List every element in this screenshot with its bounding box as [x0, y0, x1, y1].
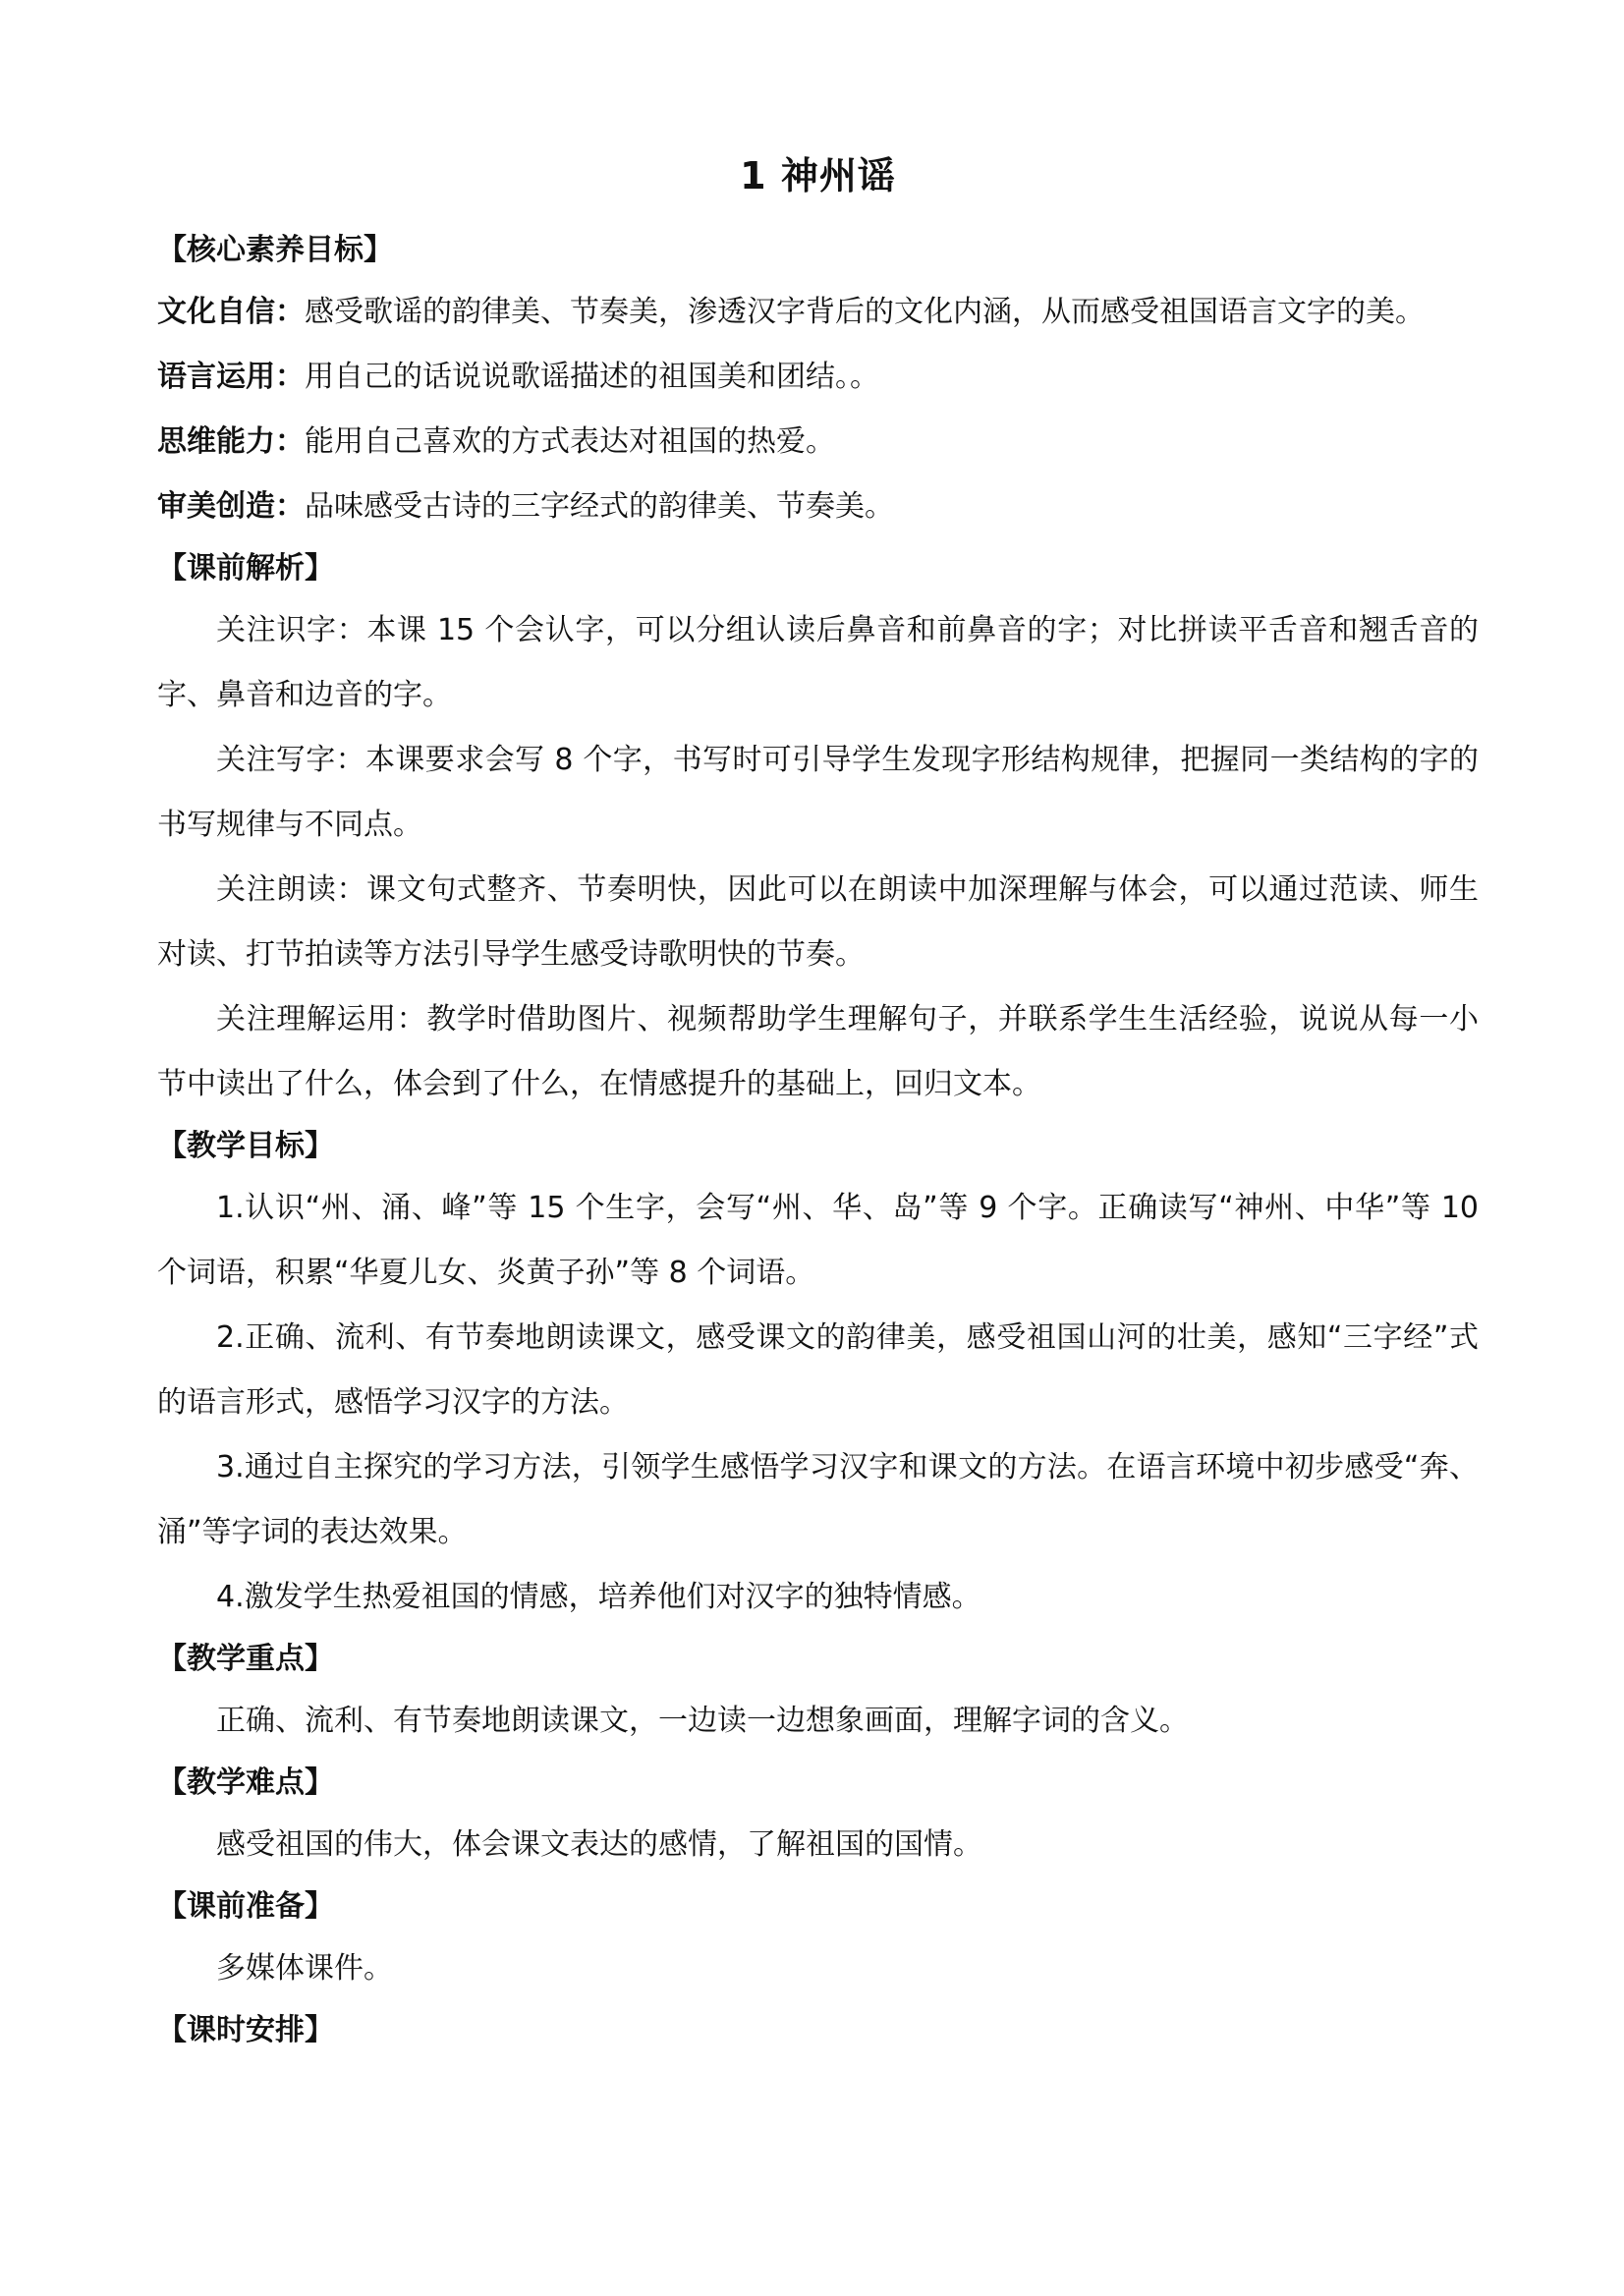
document-page [157, 145, 1479, 2060]
pre-analysis-item: 关注识字：本课 15 个会认字，可以分组认读后鼻音和前鼻音的字；对比拼读平舌音和翘舌音的字、鼻音和边音的字。 [157, 613, 1479, 712]
core-goal-text: 感受歌谣的韵律美、节奏美，渗透汉字背后的文化内涵，从而感受祖国语言文字的美。 [305, 295, 1425, 329]
core-goal-aesthetic [157, 475, 1479, 539]
section-heading-pre-analysis: 【课前解析】 [157, 551, 334, 586]
section-heading-difficulties: 【教学难点】 [157, 1765, 334, 1800]
section-heading-schedule: 【课时安排】 [157, 2013, 334, 2047]
core-goal-text: 品味感受古诗的三字经式的韵律美、节奏美。 [305, 489, 894, 524]
core-goal-culture [157, 280, 1479, 345]
teaching-goal-item: 2.正确、流利、有节奏地朗读课文，感受课文的韵律美，感受祖国山河的壮美，感知“三字经”式的语言形式，感悟学习汉字的方法。 [157, 1320, 1479, 1420]
core-goal-lead: 文化自信： [157, 295, 305, 329]
teaching-goal-item: 4.激发学生热爱祖国的情感，培养他们对汉字的独特情感。 [216, 1580, 981, 1614]
difficulties-text: 感受祖国的伟大，体会课文表达的感情，了解祖国的国情。 [216, 1827, 982, 1862]
core-goal-lead: 审美创造： [157, 489, 305, 524]
section-heading-core-goals: 【核心素养目标】 [157, 233, 393, 267]
pre-analysis-item: 关注朗读：课文句式整齐、节奏明快，因此可以在朗读中加深理解与体会，可以通过范读、师生对读、打节拍读等方法引导学生感受诗歌明快的节奏。 [157, 872, 1479, 972]
section-heading-teaching-goals: 【教学目标】 [157, 1129, 334, 1163]
core-goal-text: 能用自己喜欢的方式表达对祖国的热爱。 [305, 424, 835, 459]
pre-analysis-item: 关注理解运用：教学时借助图片、视频帮助学生理解句子，并联系学生生活经验，说说从每一小节中读出了什么，体会到了什么，在情感提升的基础上，回归文本。 [157, 1002, 1479, 1101]
core-goal-language [157, 345, 1479, 410]
preparation-text: 多媒体课件。 [216, 1951, 393, 1986]
teaching-goal-item: 3.通过自主探究的学习方法，引领学生感悟学习汉字和课文的方法。在语言环境中初步感受“奔、涌”等字词的表达效果。 [157, 1450, 1479, 1549]
document-title: 1 神州谣 [740, 154, 896, 197]
core-goal-text: 用自己的话说说歌谣描述的祖国美和团结。。 [305, 360, 879, 394]
section-heading-key-points: 【教学重点】 [157, 1642, 334, 1676]
key-points-text: 正确、流利、有节奏地朗读课文，一边读一边想象画面，理解字词的含义。 [216, 1704, 1189, 1738]
core-goal-thinking [157, 410, 1479, 475]
pre-analysis-item: 关注写字：本课要求会写 8 个字，书写时可引导学生发现字形结构规律，把握同一类结构的字的书写规律与不同点。 [157, 743, 1479, 842]
teaching-goal-item: 1.认识“州、涌、峰”等 15 个生字，会写“州、华、岛”等 9 个字。正确读写“神州、中华”等 10 个词语，积累“华夏儿女、炎黄子孙”等 8 个词语。 [157, 1191, 1479, 1290]
core-goal-lead: 语言运用： [157, 360, 305, 394]
section-heading-preparation: 【课前准备】 [157, 1889, 334, 1924]
core-goal-lead: 思维能力： [157, 424, 305, 459]
